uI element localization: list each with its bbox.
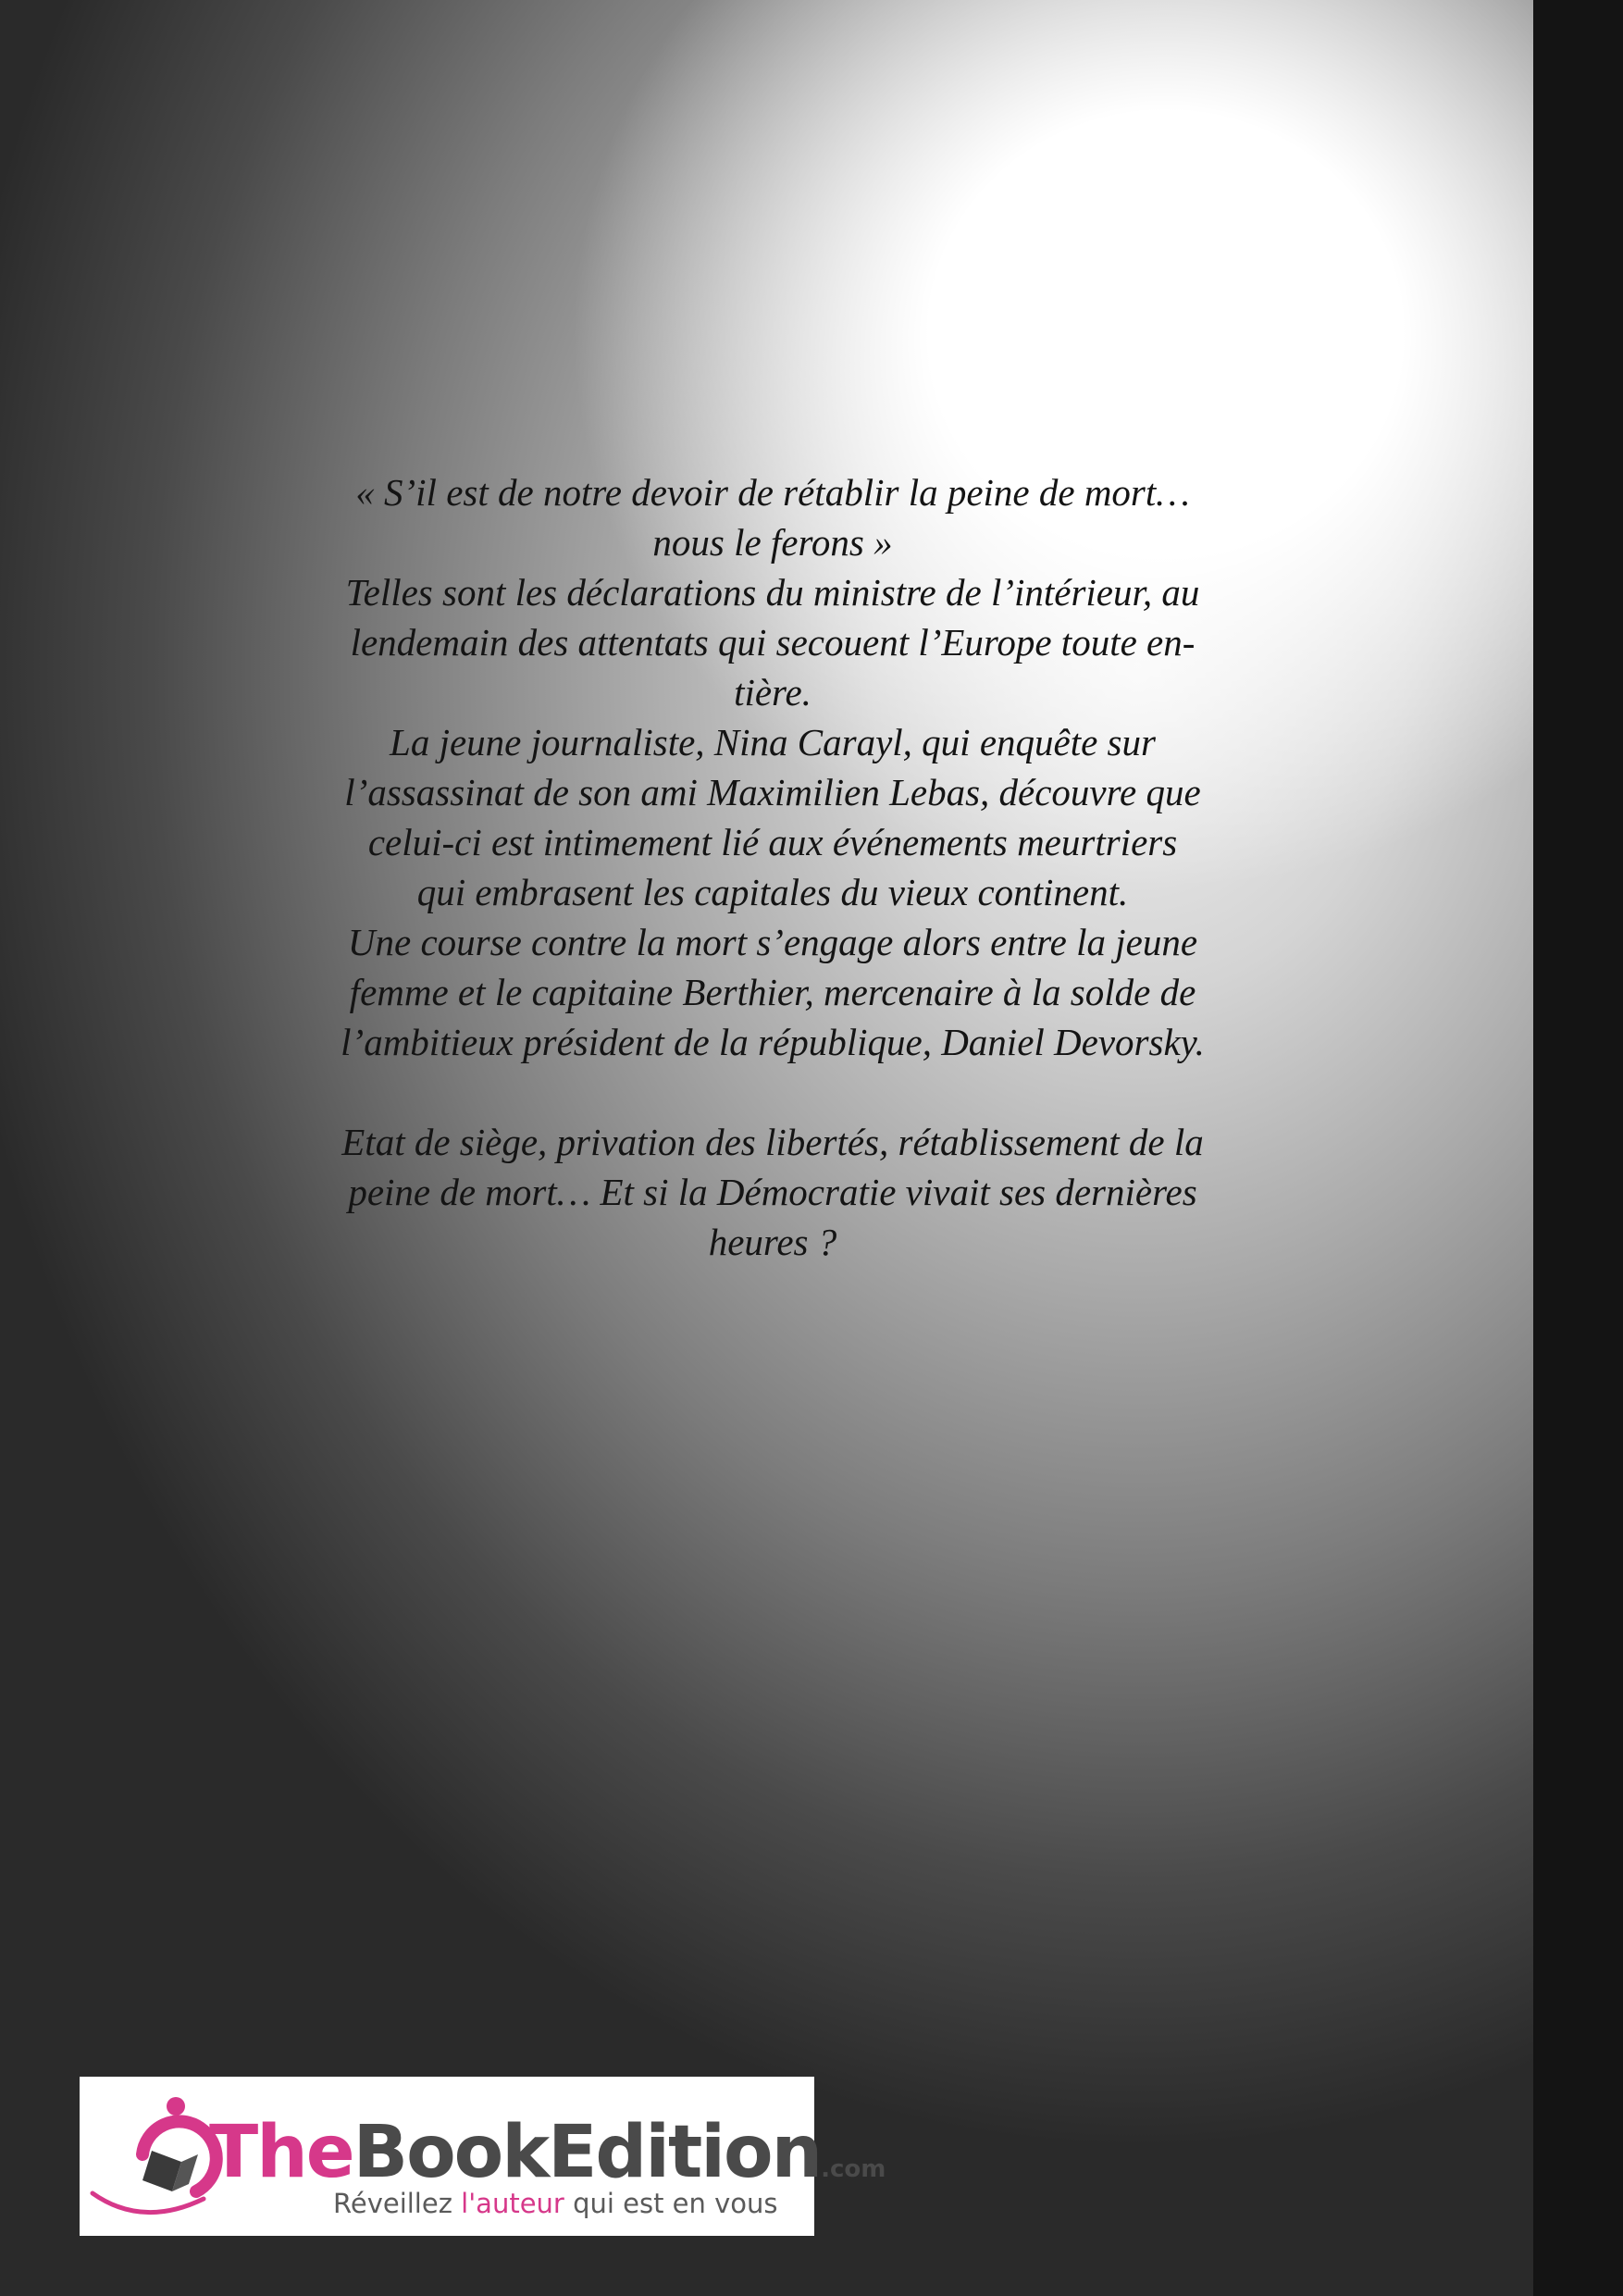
back-cover-blurb <box>278 467 1268 1267</box>
tagline-end: qui est en vous <box>564 2188 778 2219</box>
wordmark-edition: Edition <box>548 2111 822 2194</box>
paragraph-gap <box>278 1067 1268 1117</box>
blurb-line: l’assassinat de son ami Maximilien Lebas, découvre que <box>344 771 1201 813</box>
blurb-line: La jeune journaliste, Nina Carayl, qui enquête sur <box>390 721 1156 763</box>
publisher-tagline <box>333 2188 778 2219</box>
blurb-line: tière. <box>734 671 812 714</box>
tagline-accent: l'auteur <box>461 2188 564 2219</box>
publisher-logo <box>80 2077 886 2236</box>
blurb-line: « S’il est de notre devoir de rétablir la peine de mort… <box>355 471 1190 514</box>
spine-edge-band <box>1533 0 1623 2296</box>
blurb-line: femme et le capitaine Berthier, mercenaire à la solde de <box>349 971 1196 1013</box>
wordmark-book: Book <box>353 2111 549 2194</box>
blurb-line: celui-ci est intimement lié aux événements meurtriers <box>367 821 1178 863</box>
blurb-line: heures ? <box>708 1221 837 1263</box>
wordmark-dotcom: .com <box>821 2155 886 2183</box>
blurb-line: nous le ferons » <box>652 521 893 564</box>
blurb-line: peine de mort… Et si la Démocratie vivait ses dernières <box>348 1171 1197 1213</box>
blurb-line: qui embrasent les capitales du vieux continent. <box>416 871 1129 913</box>
wordmark-the: The <box>209 2111 353 2194</box>
blurb-line: Telles sont les déclarations du ministre de l’intérieur, au <box>345 571 1200 614</box>
blurb-line: l’ambitieux président de la république, Daniel Devorsky. <box>341 1021 1205 1063</box>
blurb-line: lendemain des attentats qui secouent l’Europe toute en- <box>350 621 1196 664</box>
blurb-line: Etat de siège, privation des libertés, rétablissement de la <box>341 1121 1204 1163</box>
tagline-start: Réveillez <box>333 2188 462 2219</box>
blurb-line: Une course contre la mort s’engage alors entre la jeune <box>347 921 1198 963</box>
